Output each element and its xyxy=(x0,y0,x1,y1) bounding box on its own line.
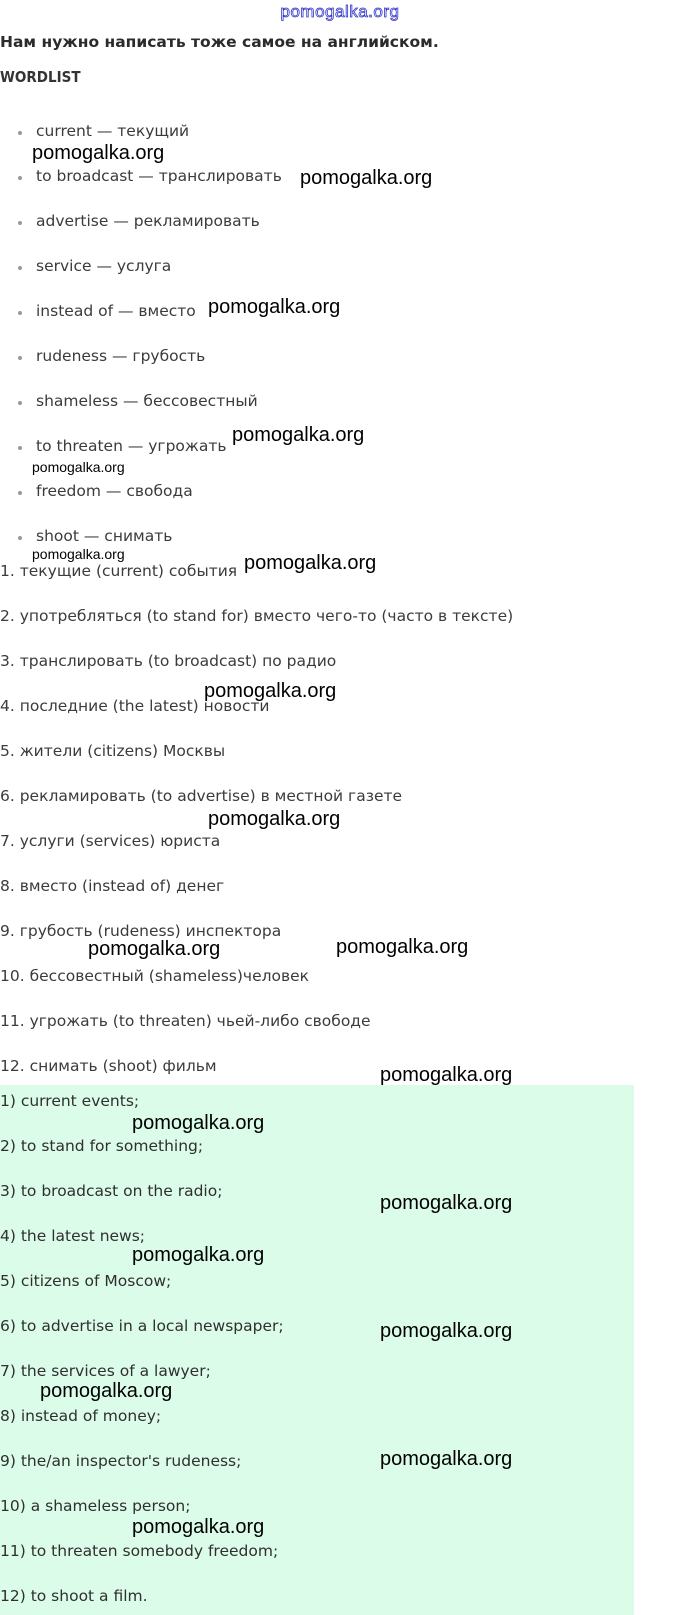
task-line: 3. транслировать (to broadcast) по радио xyxy=(0,652,337,670)
answer-line: 10) a shameless person; xyxy=(0,1497,191,1515)
watermark: pomogalka.org xyxy=(380,1448,513,1470)
task-line: 2. употребляться (to stand for) вместо чего-то (часто в тексте) xyxy=(0,607,514,625)
answer-line: 12) to shoot a film. xyxy=(0,1587,148,1605)
watermark: pomogalka.org xyxy=(88,938,221,960)
task-line: 9. грубость (rudeness) инспектора xyxy=(0,922,282,940)
answer-line: 8) instead of money; xyxy=(0,1407,162,1425)
watermark: pomogalka.org xyxy=(32,546,125,562)
watermark: pomogalka.org xyxy=(32,459,125,475)
answer-line: 9) the/an inspector's rudeness; xyxy=(0,1452,242,1470)
watermark: pomogalka.org xyxy=(208,808,341,830)
watermark: pomogalka.org xyxy=(132,1516,265,1538)
task-line: 11. угрожать (to threaten) чьей-либо свободе xyxy=(0,1012,371,1030)
answer-line: 1) current events; xyxy=(0,1092,140,1110)
wordlist-item: shameless — бессовестный xyxy=(36,392,258,410)
task-line: 7. услуги (services) юриста xyxy=(0,832,221,850)
wordlist-item: advertise — рекламировать xyxy=(36,212,260,230)
answer-line: 3) to broadcast on the radio; xyxy=(0,1182,223,1200)
watermark: pomogalka.org xyxy=(132,1112,265,1134)
wordlist-item: freedom — свобода xyxy=(36,482,193,500)
wordlist-item: to broadcast — транслировать xyxy=(36,167,282,185)
wordlist-item: current — текущий xyxy=(36,122,190,140)
watermark: pomogalka.org xyxy=(380,1192,513,1214)
watermark: pomogalka.org xyxy=(132,1244,265,1266)
watermark: pomogalka.org xyxy=(204,680,337,702)
watermark: pomogalka.org xyxy=(232,424,365,446)
answer-line: 11) to threaten somebody freedom; xyxy=(0,1542,279,1560)
answer-line: 4) the latest news; xyxy=(0,1227,146,1245)
wordlist-item: rudeness — грубость xyxy=(36,347,206,365)
answer-line: 7) the services of a lawyer; xyxy=(0,1362,211,1380)
task-line: 8. вместо (instead of) денег xyxy=(0,877,225,895)
site-logo: pomogalka.org xyxy=(280,2,400,21)
task-line: 4. последние (the latest) новости xyxy=(0,697,270,715)
answer-line: 6) to advertise in a local newspaper; xyxy=(0,1317,284,1335)
watermark: pomogalka.org xyxy=(336,936,469,958)
watermark: pomogalka.org xyxy=(244,552,377,574)
task-line: 10. бессовестный (shameless)человек xyxy=(0,967,310,985)
watermark: pomogalka.org xyxy=(300,167,433,189)
watermark: pomogalka.org xyxy=(40,1380,173,1402)
task-line: 12. снимать (shoot) фильм xyxy=(0,1057,217,1075)
answer-line: 5) citizens of Moscow; xyxy=(0,1272,172,1290)
watermark: pomogalka.org xyxy=(208,296,341,318)
wordlist-item: service — услуга xyxy=(36,257,172,275)
wordlist-item: instead of — вместо xyxy=(36,302,196,320)
watermark: pomogalka.org xyxy=(32,142,165,164)
task-line: 1. текущие (current) события xyxy=(0,562,238,580)
wordlist-item: to threaten — угрожать xyxy=(36,437,227,455)
answer-box xyxy=(0,1085,634,1615)
task-line: 5. жители (citizens) Москвы xyxy=(0,742,226,760)
question-text: Нам нужно написать тоже самое на английском. xyxy=(0,33,439,51)
wordlist-title: WORDLIST xyxy=(0,68,81,86)
answer-line: 2) to stand for something; xyxy=(0,1137,204,1155)
watermark: pomogalka.org xyxy=(380,1064,513,1086)
wordlist-item: shoot — снимать xyxy=(36,527,173,545)
watermark: pomogalka.org xyxy=(380,1320,513,1342)
task-line: 6. рекламировать (to advertise) в местной газете xyxy=(0,787,403,805)
